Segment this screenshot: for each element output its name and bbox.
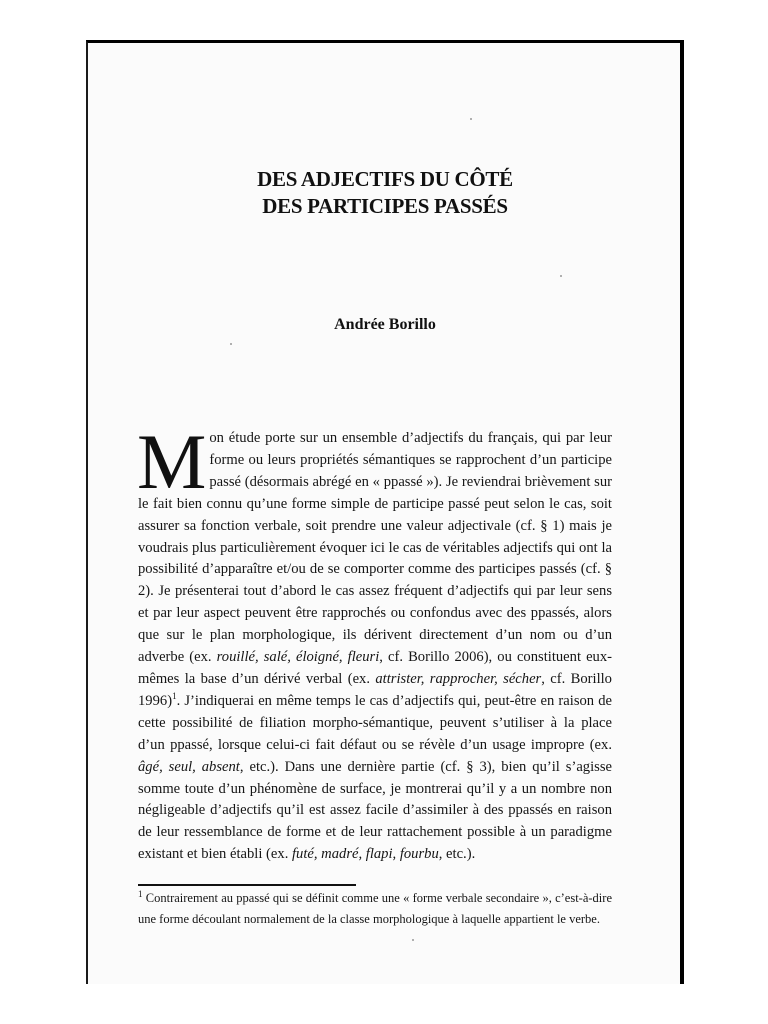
- example-words: attrister, rapprocher, sécher: [375, 670, 542, 687]
- article-body: [137, 418, 613, 866]
- title-line-1: DES ADJECTIFS DU CÔTÉ: [257, 167, 513, 191]
- body-text: , cf. Borillo 1996): [138, 670, 612, 709]
- title-line-2: DES PARTICIPES PASSÉS: [262, 194, 508, 218]
- body-text: , cf. Borillo 2006), ou constituent eux-mêmes la base d’un dérivé verbal (ex.: [138, 649, 613, 687]
- footnote-separator: [138, 884, 356, 886]
- footnote: [138, 888, 612, 930]
- footnote-mark: 1: [138, 888, 143, 899]
- footnote-reference: 1: [172, 691, 177, 702]
- body-text: on étude porte sur un ensemble d’adjectifs du français, qui par leur forme ou leurs propriétés sémantiques se rapprochent d’un participe passé (désormais abrégé en « ppassé »). Je reviendrai brièvement sur le fait bien connu qu’une forme simple de participe passé peut selon le cas, soit assurer sa fonction verbale, soit prendre une valeur adjectivale (cf. § 1) mais je voudrais plus particulièrement évoquer ici le cas de véritables adjectifs qui ont la possibilité d’apparaître et/ou de se comporter comme des participes passés (cf. § 2). Je présenterai tout d’abord le cas assez fréquent d’adjectifs qui par leur sens et par leur aspect peuvent être rapprochés ou confondus avec des ppassés, alors que sur le plan morphologique, ils dérivent directement d’un nom ou d’un adverbe (ex.: [138, 430, 612, 666]
- body-text: , etc.). Dans une dernière partie (cf. § 3), bien qu’il s’agisse somme toute d’un phénomène de surface, je montrerai qu’il y a un nombre non négligeable d’adjectifs qu’il est assez facile d’assimiler à des ppassés en raison de leur ressemblance de forme et de leur rattachement possible à un paradigme existant et bien établi (ex.: [138, 758, 612, 863]
- drop-cap: M: [137, 418, 207, 505]
- example-words: âgé, seul, absent: [138, 758, 240, 775]
- footnote-text: Contrairement au ppassé qui se définit comme une « forme verbale secondaire », c’est-à-dire une forme découlant normalement de la classe morphologique à laquelle appartient le verbe.: [138, 891, 612, 926]
- example-words: futé, madré, flapi, fourbu: [292, 846, 439, 863]
- example-words: rouillé, salé, éloigné, fleuri: [216, 649, 380, 666]
- author-name: Andrée Borillo: [334, 316, 436, 333]
- body-paragraph: [137, 418, 613, 866]
- article-title: [86, 166, 684, 220]
- body-text: . J’indiquerai en même temps le cas d’adjectifs qui, peut-être en raison de cette possibilité de filiation morpho-sémantique, peuvent s’utiliser à la place d’un ppassé, lorsque celui-ci fait défaut ou se révèle d’un usage impropre (ex.: [138, 692, 612, 753]
- body-text: , etc.).: [438, 846, 476, 863]
